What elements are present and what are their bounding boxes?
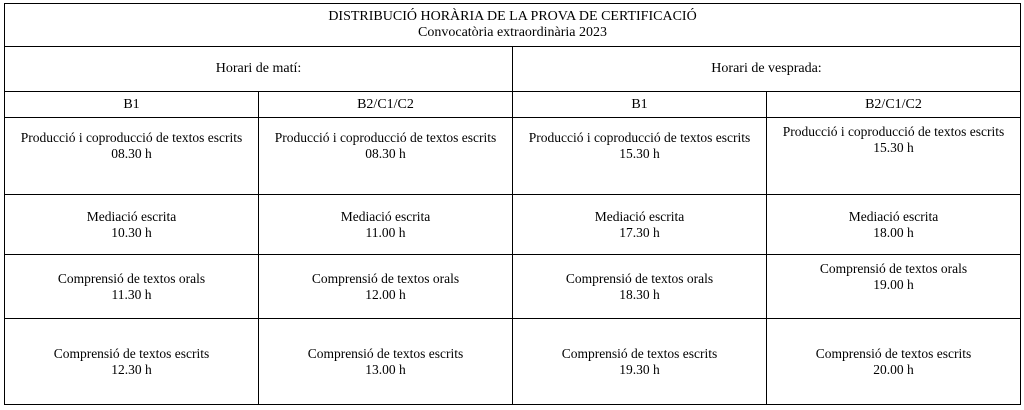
activity-time: 20.00 h [873, 361, 914, 377]
table-cell [5, 319, 259, 405]
table-row [5, 319, 1021, 405]
level-header: B2/C1/C2 [259, 92, 513, 118]
table-cell [5, 195, 259, 255]
activity-time: 15.30 h [873, 140, 914, 155]
table-cell [5, 255, 259, 319]
activity-name: Comprensió de textos orals [565, 270, 714, 286]
level-header: B2/C1/C2 [767, 92, 1021, 118]
activity-time: 08.30 h [111, 146, 152, 161]
activity-time: 15.30 h [619, 146, 660, 161]
activity-name: Mediació escrita [340, 208, 431, 224]
activity-time: 18.30 h [619, 286, 660, 302]
activity-time: 19.30 h [619, 361, 660, 377]
activity-name: Producció i coproducció de textos escrits [274, 130, 497, 145]
schedule-table [4, 3, 1021, 405]
activity-time: 11.30 h [111, 286, 152, 302]
table-cell [513, 195, 767, 255]
table-cell [259, 118, 513, 195]
activity-name: Producció i coproducció de textos escrits [20, 130, 243, 145]
document-title: DISTRIBUCIÓ HORÀRIA DE LA PROVA DE CERTIFICACIÓ [328, 9, 697, 24]
activity-name: Producció i coproducció de textos escrits [782, 124, 1005, 139]
activity-name: Mediació escrita [86, 208, 177, 224]
table-cell [513, 319, 767, 405]
activity-time: 12.30 h [111, 361, 152, 377]
activity-time: 08.30 h [365, 146, 406, 161]
activity-time: 13.00 h [365, 361, 406, 377]
activity-name: Mediació escrita [594, 208, 685, 224]
table-cell [259, 195, 513, 255]
activity-time: 18.00 h [873, 224, 914, 240]
table-row [5, 255, 1021, 319]
table-cell [513, 255, 767, 319]
table-cell [767, 195, 1021, 255]
level-header: B1 [5, 92, 259, 118]
table-cell [259, 319, 513, 405]
activity-time: 12.00 h [365, 286, 406, 302]
activity-name: Comprensió de textos orals [311, 270, 460, 286]
period-row [5, 47, 1021, 92]
level-header: B1 [513, 92, 767, 118]
activity-name: Comprensió de textos escrits [561, 345, 718, 361]
table-cell [767, 319, 1021, 405]
table-cell [513, 118, 767, 195]
activity-time: 19.00 h [873, 277, 914, 292]
title-row [5, 4, 1021, 47]
activity-name: Comprensió de textos orals [819, 261, 968, 276]
period-morning: Horari de matí: [5, 47, 513, 92]
activity-name: Comprensió de textos escrits [53, 345, 210, 361]
period-afternoon: Horari de vesprada: [513, 47, 1021, 92]
activity-name: Producció i coproducció de textos escrits [528, 130, 751, 145]
activity-name: Comprensió de textos orals [57, 270, 206, 286]
title-cell [5, 4, 1021, 47]
table-cell [5, 118, 259, 195]
activity-time: 10.30 h [111, 224, 152, 240]
activity-name: Comprensió de textos escrits [307, 345, 464, 361]
activity-time: 11.00 h [365, 224, 406, 240]
activity-name: Comprensió de textos escrits [815, 345, 972, 361]
level-row [5, 92, 1021, 118]
table-cell [259, 255, 513, 319]
table-row [5, 195, 1021, 255]
activity-time: 17.30 h [619, 224, 660, 240]
table-row [5, 118, 1021, 195]
table-cell [767, 118, 1021, 195]
document-subtitle: Convocatòria extraordinària 2023 [418, 25, 607, 40]
table-cell [767, 255, 1021, 319]
activity-name: Mediació escrita [848, 208, 939, 224]
